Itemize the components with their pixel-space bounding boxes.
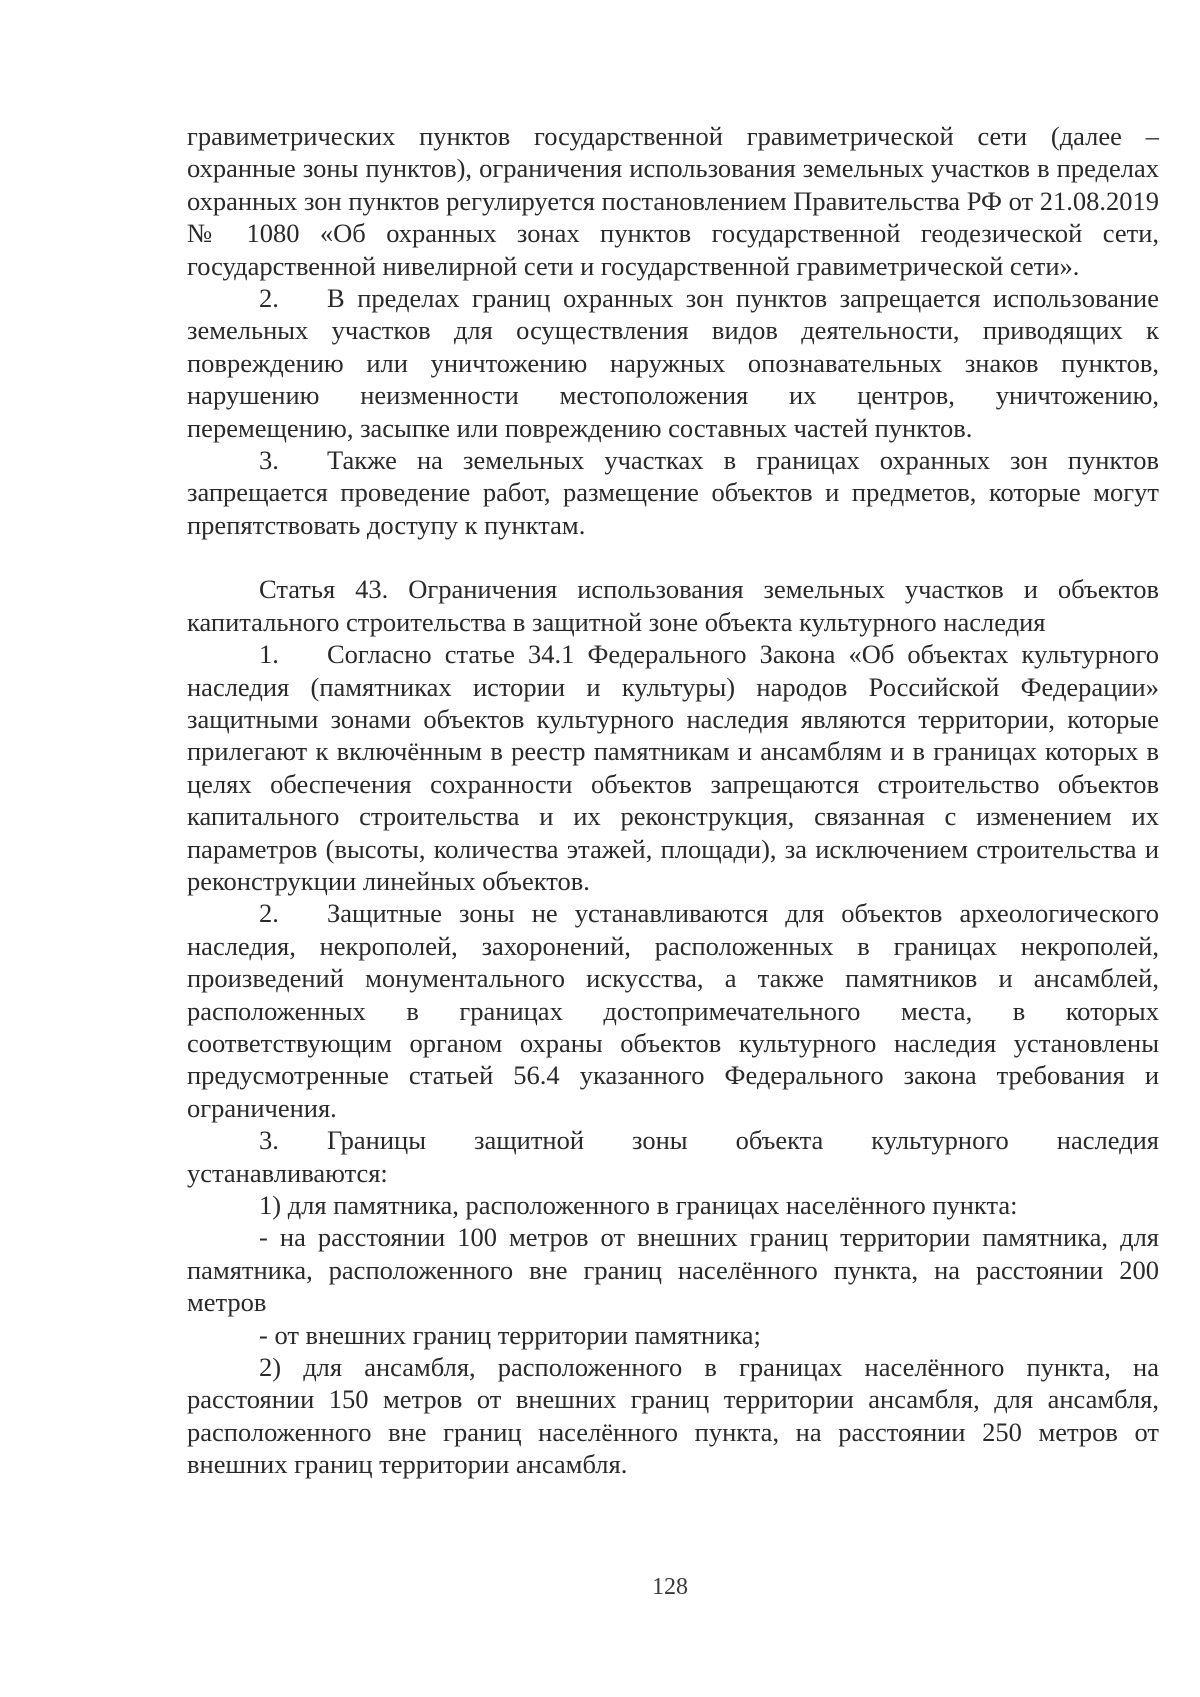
list-item bbox=[187, 897, 1159, 1124]
list-item bbox=[187, 638, 1159, 897]
list-item-number: 2. bbox=[259, 283, 279, 314]
list-item bbox=[187, 1124, 1159, 1189]
list-item-number: 3. bbox=[259, 445, 279, 476]
list-item-text: В пределах границ охранных зон пунктов запрещается использование земельных участков для осуществления видов деятельности, приводящих к повреждению или уничтожению наружных опознавательных знаков пунктов, нарушению неизменности местоположения их центров, уничтожению, перемещению, засыпке или повреждению составных частей пунктов. bbox=[187, 283, 1159, 443]
list-item-text: Защитные зоны не устанавливаются для объектов археологического наследия, некрополей, захоронений, расположенных в границах некрополей, произведений монументального искусства, а также памятников и ансамблей, расположенных в границах достопримечательного места, в которых соответствующим органом охраны объектов культурного наследия установлены предусмотренные статьей 56.4 указанного Федерального закона требования и ограничения. bbox=[187, 898, 1159, 1123]
sub-item: - на расстоянии 100 метров от внешних границ территории памятника, для памятника, расположенного вне границ населённого пункта, на расстоянии 200 метров bbox=[187, 1222, 1159, 1318]
page-body bbox=[187, 120, 1159, 1481]
list-item-number: 2. bbox=[259, 898, 279, 929]
sub-item: 2) для ансамбля, расположенного в границах населённого пункта, на расстоянии 150 метров от внешних границ территории ансамбля, для ансамбля, расположенного вне границ населённого пункта, на расстоянии 250 метров от внешних границ территории ансамбля. bbox=[187, 1352, 1159, 1480]
list-item bbox=[187, 282, 1159, 444]
list-item-number: 1. bbox=[259, 639, 279, 670]
section-spacer bbox=[187, 541, 1159, 573]
intro-paragraph: гравиметрических пунктов государственной гравиметрической сети (далее – охранные зоны пунктов), ограничения использования земельных участков в пределах охранных зон пунктов регулируется постановлением Правительства РФ от 21.08.2019 № 1080 «Об охранных зонах пунктов государственной геодезической сети, государственной нивелирной сети и государственной гравиметрической сети». bbox=[187, 121, 1159, 281]
sub-item: - от внешних границ территории памятника; bbox=[259, 1319, 761, 1350]
list-item-number: 3. bbox=[259, 1125, 279, 1156]
page-number: 128 bbox=[652, 1574, 688, 1600]
list-item bbox=[187, 444, 1159, 541]
list-item-text: Согласно статье 34.1 Федерального Закона «Об объектах культурного наследия (памятниках истории и культуры) народов Российской Федерации» защитными зонами объектов культурного наследия являются территории, которые прилегают к включённым в реестр памятникам и ансамблям и в границах которых в целях обеспечения сохранности объектов запрещаются строительство объектов капитального строительства и их реконструкция, связанная с изменением их параметров (высоты, количества этажей, площади), за исключением строительства и реконструкции линейных объектов. bbox=[187, 639, 1159, 896]
list-item-text: Также на земельных участках в границах охранных зон пунктов запрещается проведение работ, размещение объектов и предметов, которые могут препятствовать доступу к пунктам. bbox=[187, 445, 1159, 540]
list-item-text: Границы защитной зоны объекта культурного наследия устанавливаются: bbox=[187, 1125, 1159, 1188]
sub-item: 1) для памятника, расположенного в границах населённого пункта: bbox=[259, 1190, 1018, 1220]
article-heading: Статья 43. Ограничения использования земельных участков и объектов капитального строительства в защитной зоне объекта культурного наследия bbox=[187, 574, 1159, 637]
